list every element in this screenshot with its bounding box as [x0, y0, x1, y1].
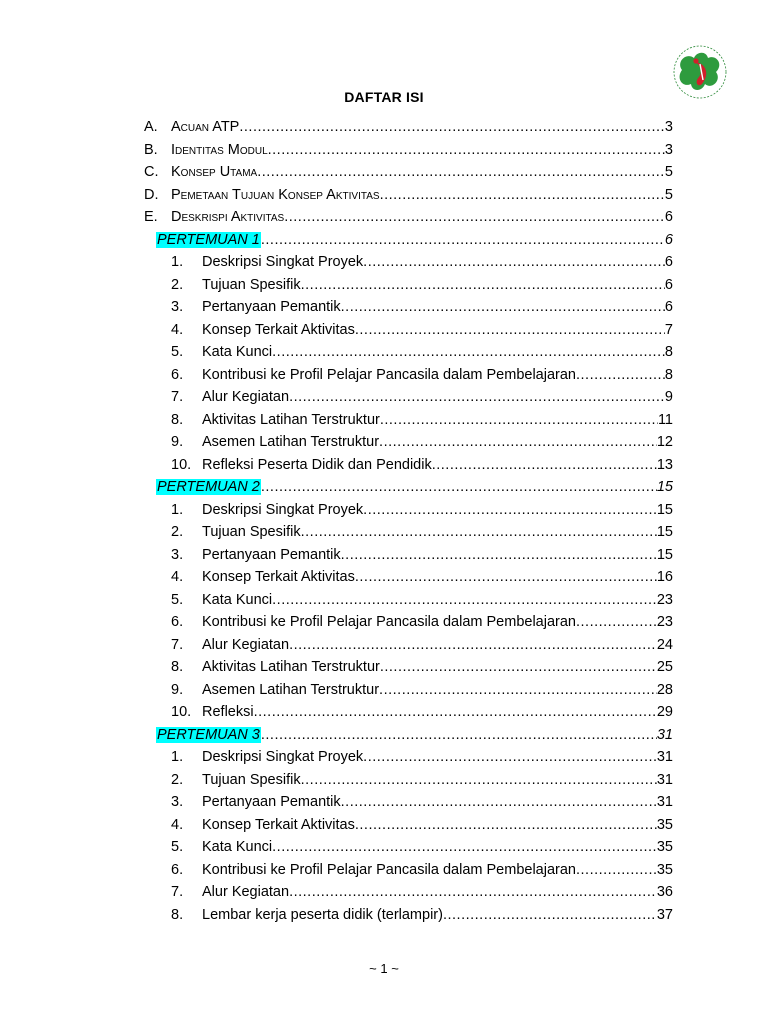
toc-entry-line — [202, 386, 673, 408]
dot-leader — [341, 296, 665, 318]
toc-page-number: 23 — [656, 614, 673, 630]
toc-entry-line — [202, 859, 673, 881]
toc-entry[interactable] — [0, 679, 768, 701]
toc-entry-label-text: Deskripsi Singkat Proyek — [202, 749, 364, 765]
dot-leader — [272, 341, 665, 363]
toc-page-number: 7 — [664, 321, 673, 338]
dot-leader — [239, 116, 665, 138]
toc-entry[interactable] — [0, 319, 768, 341]
toc-entry-label — [202, 701, 254, 723]
toc-entry-label-text: Pemetaan Tujuan Konsep Aktivitas — [171, 186, 380, 203]
toc-entry[interactable] — [0, 364, 768, 386]
toc-entry-label-text: Pertanyaan Pemantik — [202, 546, 341, 563]
toc-entry[interactable] — [0, 409, 768, 431]
toc-page-number: 13 — [656, 456, 673, 473]
toc-entry-line — [202, 589, 673, 611]
dot-leader — [363, 499, 657, 521]
item-number: 3. — [171, 299, 184, 315]
toc-entry-label-text: Alur Kegiatan — [202, 884, 290, 900]
toc-entry-label — [202, 364, 576, 386]
toc-page-number: 31 — [656, 771, 673, 788]
item-number: 3. — [171, 546, 184, 563]
dot-leader — [289, 386, 665, 408]
toc-entry[interactable] — [0, 544, 768, 566]
toc-page-number: 15 — [656, 524, 673, 540]
toc-entry-label-text: Refleksi Peserta Didik dan Pendidik — [202, 456, 432, 473]
toc-entry[interactable] — [0, 116, 768, 138]
dot-leader — [379, 679, 657, 701]
toc-entry[interactable] — [0, 184, 768, 206]
toc-entry-line — [202, 454, 673, 476]
dot-leader — [254, 701, 657, 723]
toc-entry-label — [202, 521, 301, 543]
item-number: 10. — [171, 456, 192, 473]
item-number: 4. — [171, 569, 184, 585]
dot-leader — [272, 589, 657, 611]
toc-entry-line — [202, 656, 673, 678]
toc-entry-line — [202, 791, 673, 813]
toc-entry-line — [202, 904, 673, 926]
toc-entry[interactable] — [0, 476, 768, 498]
dot-leader — [289, 881, 657, 903]
toc-entry-line — [202, 431, 673, 453]
toc-entry-label-text: Konsep Terkait Aktivitas — [202, 321, 355, 338]
toc-entry-label-text: Pertanyaan Pemantik — [202, 299, 341, 315]
toc-entry[interactable] — [0, 274, 768, 296]
toc-page-number: 6 — [664, 254, 673, 270]
item-number: 6. — [171, 861, 184, 878]
item-number: 2. — [171, 771, 184, 788]
dot-leader — [261, 476, 657, 498]
toc-entry-line — [202, 364, 673, 386]
toc-entry-label — [202, 251, 363, 273]
dot-leader — [576, 364, 665, 386]
toc-entry-label — [171, 184, 380, 206]
toc-entry-label — [202, 679, 379, 701]
toc-page-number: 12 — [656, 434, 673, 450]
toc-entry-label-text: Acuan ATP — [171, 119, 240, 135]
toc-entry-line — [202, 409, 673, 431]
toc-entry-line — [171, 184, 673, 206]
toc-entry[interactable] — [0, 724, 768, 746]
toc-page-number: 8 — [664, 344, 673, 360]
toc-page-number: 5 — [664, 164, 673, 180]
item-number: 7. — [171, 389, 184, 405]
toc-entry[interactable] — [0, 746, 768, 768]
toc-entry-label-text: Tujuan Spesifik — [202, 524, 301, 540]
toc-page-number: 16 — [656, 569, 673, 585]
toc-page-number: 28 — [656, 681, 673, 698]
toc-entry-label — [202, 409, 380, 431]
toc-entry-label-text: Konsep Utama — [171, 164, 258, 180]
toc-entry[interactable] — [0, 341, 768, 363]
toc-page-number: 6 — [664, 231, 673, 248]
toc-page-number: 5 — [664, 186, 673, 203]
dot-leader — [261, 229, 665, 251]
toc-entry-label — [202, 769, 301, 791]
dot-leader — [576, 859, 657, 881]
meeting-label: PERTEMUAN 1 — [157, 231, 260, 248]
toc-entry-label-text: Alur Kegiatan — [202, 636, 290, 653]
dot-leader — [301, 769, 657, 791]
item-number: 6. — [171, 614, 184, 630]
toc-entry-label-text: Asemen Latihan Terstruktur — [202, 434, 380, 450]
toc-page-number: 8 — [664, 366, 673, 383]
toc-page-number: 31 — [656, 794, 673, 810]
dot-leader — [272, 836, 657, 858]
toc-entry-label — [156, 476, 261, 498]
toc-entry-label — [202, 634, 289, 656]
toc-entry-label — [202, 746, 363, 768]
dot-leader — [261, 724, 657, 746]
toc-entry[interactable] — [0, 701, 768, 723]
toc-entry-label — [202, 656, 380, 678]
toc-entry-label-text: Tujuan Spesifik — [202, 771, 301, 788]
toc-page-number: 24 — [656, 636, 673, 653]
toc-entry-label-text: Kontribusi ke Profil Pelajar Pancasila dalam Pembelajaran — [202, 614, 576, 630]
item-number: 7. — [171, 884, 184, 900]
toc-entry-label — [202, 454, 432, 476]
toc-entry-line — [156, 229, 673, 251]
toc-entry[interactable] — [0, 769, 768, 791]
toc-entry-label — [171, 116, 239, 138]
item-number: 2. — [171, 524, 184, 540]
toc-entry[interactable] — [0, 791, 768, 813]
dot-leader — [363, 251, 665, 273]
toc-page-number: 35 — [656, 816, 673, 833]
toc-entry-line — [202, 341, 673, 363]
toc-entry[interactable] — [0, 566, 768, 588]
toc-entry[interactable] — [0, 206, 768, 228]
toc-entry-label-text: Kata Kunci — [202, 344, 273, 360]
toc-entry-line — [171, 206, 673, 228]
toc-page-number: 6 — [664, 276, 673, 293]
item-number: 2. — [171, 276, 184, 293]
toc-entry-label — [202, 881, 289, 903]
toc-entry-line — [202, 296, 673, 318]
toc-entry-line — [202, 611, 673, 633]
toc-entry[interactable] — [0, 386, 768, 408]
toc-entry[interactable] — [0, 139, 768, 161]
toc-entry-label — [202, 386, 289, 408]
toc-entry-label — [156, 724, 261, 746]
item-number: 5. — [171, 839, 184, 855]
toc-entry-label — [171, 161, 257, 183]
toc-entry-line — [202, 746, 673, 768]
toc-page-number: 29 — [656, 704, 673, 720]
toc-entry-line — [202, 634, 673, 656]
toc-entry-line — [171, 139, 673, 161]
toc-entry-label — [202, 499, 363, 521]
toc-entry[interactable] — [0, 836, 768, 858]
toc-entry-label-text: Kontribusi ke Profil Pelajar Pancasila dalam Pembelajaran — [202, 861, 576, 878]
toc-entry-label — [202, 566, 355, 588]
dot-leader — [380, 409, 658, 431]
dot-leader — [363, 746, 657, 768]
toc-entry-label-text: Deskrispi Aktivitas — [171, 209, 285, 225]
toc-entry-label — [202, 274, 301, 296]
toc-page-number: 25 — [656, 659, 673, 675]
toc-entry-label — [202, 341, 272, 363]
dot-leader — [443, 904, 657, 926]
toc-entry[interactable] — [0, 251, 768, 273]
toc-entry-label-text: Refleksi — [202, 704, 254, 720]
toc-entry-label-text: Asemen Latihan Terstruktur — [202, 681, 380, 698]
toc-page-number: 31 — [656, 726, 673, 743]
dot-leader — [284, 206, 665, 228]
toc-entry[interactable] — [0, 859, 768, 881]
toc-entry[interactable] — [0, 521, 768, 543]
item-number: 8. — [171, 659, 184, 675]
toc-entry-label-text: Aktivitas Latihan Terstruktur — [202, 659, 380, 675]
item-number: 4. — [171, 321, 184, 338]
toc-entry-line — [202, 836, 673, 858]
toc-page-number: 3 — [664, 141, 673, 158]
item-number: 7. — [171, 636, 184, 653]
toc-entry-label-text: Pertanyaan Pemantik — [202, 794, 341, 810]
toc-page-number: 6 — [664, 299, 673, 315]
toc-entry-label — [202, 589, 272, 611]
dot-leader — [268, 139, 665, 161]
toc-entry[interactable] — [0, 634, 768, 656]
toc-entry-label — [202, 431, 379, 453]
toc-entry-line — [202, 251, 673, 273]
toc-entry[interactable] — [0, 499, 768, 521]
item-number: 8. — [171, 906, 184, 923]
meeting-label: PERTEMUAN 2 — [157, 479, 260, 495]
dot-leader — [576, 611, 657, 633]
toc-entry-line — [171, 116, 673, 138]
toc-entry-line — [202, 521, 673, 543]
toc-entry-line — [202, 544, 673, 566]
meeting-label: PERTEMUAN 3 — [157, 726, 260, 743]
dot-leader — [341, 544, 657, 566]
toc-entry-label — [171, 206, 284, 228]
toc-entry-label-text: Aktivitas Latihan Terstruktur — [202, 411, 380, 428]
dot-leader — [301, 274, 665, 296]
toc-entry-line — [202, 499, 673, 521]
toc-entry-label — [202, 544, 341, 566]
dot-leader — [257, 161, 665, 183]
toc-entry-label — [202, 319, 355, 341]
toc-entry-line — [171, 161, 673, 183]
toc-entry[interactable] — [0, 161, 768, 183]
toc-page-number: 35 — [656, 839, 673, 855]
toc-entry-label-text: Konsep Terkait Aktivitas — [202, 569, 355, 585]
section-number: D. — [144, 186, 159, 203]
toc-entry-label-text: Konsep Terkait Aktivitas — [202, 816, 355, 833]
toc-entry-line — [202, 679, 673, 701]
item-number: 6. — [171, 366, 184, 383]
dot-leader — [355, 566, 657, 588]
toc-entry-label-text: Lembar kerja peserta didik (terlampir) — [202, 906, 443, 923]
dot-leader — [289, 634, 657, 656]
dot-leader — [432, 454, 657, 476]
toc-entry-label-text: Kata Kunci — [202, 839, 273, 855]
toc-page-number: 9 — [664, 389, 673, 405]
toc-page-number: 3 — [664, 119, 673, 135]
toc-page-number: 11 — [657, 411, 673, 428]
toc-entry-label-text: Deskripsi Singkat Proyek — [202, 254, 364, 270]
dot-leader — [380, 656, 657, 678]
toc-entry-label — [202, 296, 341, 318]
item-number: 9. — [171, 434, 184, 450]
toc-entry-label-text: Kata Kunci — [202, 591, 273, 608]
toc-entry-line — [202, 274, 673, 296]
toc-entry-label — [202, 836, 272, 858]
toc-entry-label — [202, 611, 576, 633]
item-number: 9. — [171, 681, 184, 698]
item-number: 8. — [171, 411, 184, 428]
toc-entry-label-text: Tujuan Spesifik — [202, 276, 301, 293]
toc-page-number: 35 — [656, 861, 673, 878]
toc-entry[interactable] — [0, 296, 768, 318]
item-number: 5. — [171, 591, 184, 608]
toc-entry-line — [202, 814, 673, 836]
page-title: DAFTAR ISI — [344, 89, 424, 105]
toc-entry[interactable] — [0, 904, 768, 926]
toc-entry[interactable] — [0, 611, 768, 633]
dot-leader — [379, 431, 657, 453]
item-number: 4. — [171, 816, 184, 833]
toc-entry[interactable] — [0, 881, 768, 903]
toc-entry-line — [202, 769, 673, 791]
toc-page-number: 23 — [656, 591, 673, 608]
toc-entry-line — [156, 476, 673, 498]
dot-leader — [355, 319, 665, 341]
section-number: C. — [144, 164, 159, 180]
toc-entry-label-text: Deskripsi Singkat Proyek — [202, 501, 364, 518]
section-number: B. — [144, 141, 158, 158]
item-number: 1. — [171, 501, 184, 518]
item-number: 1. — [171, 749, 184, 765]
toc-entry-line — [202, 566, 673, 588]
toc-page-number: 36 — [656, 884, 673, 900]
toc-entry-label-text: Kontribusi ke Profil Pelajar Pancasila dalam Pembelajaran — [202, 366, 576, 383]
toc-page-number: 6 — [664, 209, 673, 225]
toc-entry-label — [202, 904, 443, 926]
section-number: A. — [144, 119, 158, 135]
toc-entry[interactable] — [0, 454, 768, 476]
toc-entry-line — [156, 724, 673, 746]
toc-entry-line — [202, 701, 673, 723]
dot-leader — [301, 521, 657, 543]
toc-entry-label — [202, 859, 576, 881]
toc-page-number: 15 — [656, 546, 673, 563]
dot-leader — [355, 814, 657, 836]
item-number: 10. — [171, 704, 192, 720]
page-number: ~ 1 ~ — [369, 961, 399, 976]
item-number: 3. — [171, 794, 184, 810]
toc-entry-line — [202, 881, 673, 903]
toc-entry-label — [202, 791, 341, 813]
toc-entry[interactable] — [0, 229, 768, 251]
toc-entry[interactable] — [0, 589, 768, 611]
toc-entry[interactable] — [0, 814, 768, 836]
toc-entry[interactable] — [0, 656, 768, 678]
toc-page-number: 37 — [656, 906, 673, 923]
toc-page-number: 15 — [656, 479, 673, 495]
toc-page-number: 15 — [656, 501, 673, 518]
item-number: 5. — [171, 344, 184, 360]
toc-page-number: 31 — [656, 749, 673, 765]
toc-entry-label — [171, 139, 268, 161]
dot-leader — [380, 184, 665, 206]
toc-entry-label-text: Identitas Modul — [171, 141, 268, 158]
section-number: E. — [144, 209, 158, 225]
item-number: 1. — [171, 254, 184, 270]
toc-entry-label — [156, 229, 261, 251]
toc-entry[interactable] — [0, 431, 768, 453]
dot-leader — [341, 791, 657, 813]
toc-entry-label-text: Alur Kegiatan — [202, 389, 290, 405]
toc-entry-line — [202, 319, 673, 341]
toc-entry-label — [202, 814, 355, 836]
